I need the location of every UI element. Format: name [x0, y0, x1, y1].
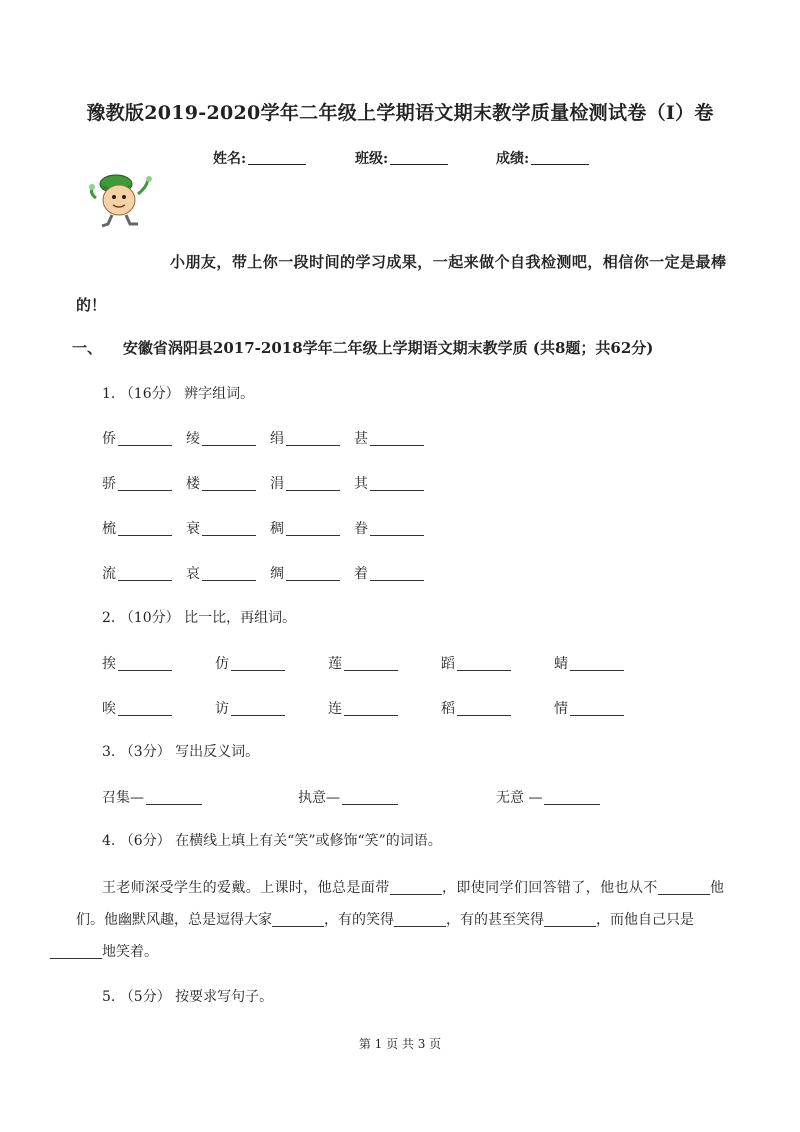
character: 楼: [186, 476, 200, 492]
score-blank[interactable]: [531, 150, 589, 165]
character: 绫: [186, 431, 200, 447]
word-pair-item: [270, 563, 340, 583]
answer-blank[interactable]: [202, 566, 256, 581]
word-pair-item: [270, 518, 340, 538]
character: 衰: [186, 521, 200, 537]
answer-blank[interactable]: [118, 656, 172, 671]
answer-blank[interactable]: [370, 476, 424, 491]
answer-blank[interactable]: [231, 656, 285, 671]
character: 访: [215, 701, 229, 717]
section-heading: [72, 337, 653, 358]
word-pair-item: [186, 428, 256, 448]
section-number: 一、: [72, 339, 103, 357]
answer-blank[interactable]: [118, 566, 172, 581]
character: 蹈: [441, 656, 455, 672]
word-pair-item: [270, 473, 340, 493]
word-pair-item: [354, 518, 424, 538]
character: 挨: [102, 656, 116, 672]
antonym-item-3: 无意 —: [496, 787, 600, 807]
compare-word-item: [215, 698, 285, 718]
compare-word-item: [554, 653, 624, 673]
character: 情: [554, 701, 568, 717]
compare-word-item: [102, 653, 172, 673]
answer-blank[interactable]: [118, 431, 172, 446]
answer-blank[interactable]: [457, 656, 511, 671]
answer-blank[interactable]: [370, 521, 424, 536]
answer-blank[interactable]: [202, 431, 256, 446]
question-2-heading: 2. （10分） 比一比，再组词。: [102, 610, 297, 626]
answer-blank[interactable]: [118, 701, 172, 716]
question-3-heading: 3. （3分） 写出反义词。: [102, 744, 260, 760]
character: 甚: [354, 431, 368, 447]
answer-blank[interactable]: [570, 656, 624, 671]
character: 流: [102, 566, 116, 582]
answer-blank[interactable]: [370, 431, 424, 446]
answer-blank[interactable]: [544, 912, 596, 927]
word-pair-item: [102, 563, 172, 583]
answer-blank[interactable]: [118, 521, 172, 536]
word-pair-item: [102, 473, 172, 493]
intro-paragraph: 小朋友，带上你一段时间的学习成果，一起来做个自我检测吧，相信你一定是最棒的！: [76, 253, 726, 314]
character: 绢: [270, 431, 284, 447]
word-pair-item: [354, 428, 424, 448]
word-pair-item: [354, 473, 424, 493]
word-pair-item: [102, 518, 172, 538]
answer-blank[interactable]: [286, 431, 340, 446]
answer-blank[interactable]: [286, 521, 340, 536]
word-pair-item: [102, 428, 172, 448]
answer-blank[interactable]: [570, 701, 624, 716]
character: 莲: [328, 656, 342, 672]
question-4-paragraph: 王老师深受学生的爱戴。上课时，他总是面带 ，即使同学们回答错了，他也从不 他们。他幽默风趣，总是逗得大家 ，有的笑得 ，有的甚至笑得 ，而他自己只是 地笑着。: [76, 872, 724, 968]
page-footer: 第 1 页 共 3 页: [358, 1037, 442, 1051]
word-pair-item: [270, 428, 340, 448]
answer-blank[interactable]: [146, 790, 202, 805]
character: 哀: [186, 566, 200, 582]
character: 连: [328, 701, 342, 717]
character: 其: [354, 476, 368, 492]
answer-blank[interactable]: [286, 476, 340, 491]
name-blank[interactable]: [248, 150, 306, 165]
answer-blank[interactable]: [390, 880, 442, 895]
answer-blank[interactable]: [658, 880, 710, 895]
character: 梳: [102, 521, 116, 537]
question-1-heading: 1. （16分） 辨字组词。: [102, 386, 255, 402]
character: 眷: [354, 521, 368, 537]
question-4-heading: 4. （6分） 在横线上填上有关“笑”或修饰“笑”的词语。: [102, 833, 442, 849]
character: 稠: [270, 521, 284, 537]
answer-blank[interactable]: [344, 701, 398, 716]
score-label: 成绩:: [496, 151, 530, 167]
answer-blank[interactable]: [544, 790, 600, 805]
antonym-item-2: 执意—: [298, 787, 398, 807]
compare-word-item: [554, 698, 624, 718]
word-pair-item: [186, 473, 256, 493]
answer-blank[interactable]: [286, 566, 340, 581]
compare-word-item: [328, 698, 398, 718]
answer-blank[interactable]: [50, 944, 102, 959]
compare-word-item: [102, 698, 172, 718]
word-pair-item: [186, 518, 256, 538]
question-5-heading: 5. （5分） 按要求写句子。: [102, 989, 274, 1005]
character: 骄: [102, 476, 116, 492]
answer-blank[interactable]: [272, 912, 324, 927]
compare-word-item: [328, 653, 398, 673]
answer-blank[interactable]: [457, 701, 511, 716]
character: 蜻: [554, 656, 568, 672]
score-field[interactable]: [496, 148, 589, 168]
compare-word-item: [215, 653, 285, 673]
character: 绸: [270, 566, 284, 582]
answer-blank[interactable]: [394, 912, 446, 927]
word-pair-item: [186, 563, 256, 583]
section-title: 安徽省涡阳县2017-2018学年二年级上学期语文期末教学质 (共8题；共62分): [122, 339, 654, 357]
answer-blank[interactable]: [342, 790, 398, 805]
answer-blank[interactable]: [370, 566, 424, 581]
compare-word-item: [441, 653, 511, 673]
character: 稻: [441, 701, 455, 717]
class-label: 班级:: [355, 151, 389, 167]
mascot-illustration: [86, 168, 158, 230]
character: 侨: [102, 431, 116, 447]
answer-blank[interactable]: [202, 521, 256, 536]
character: 涓: [270, 476, 284, 492]
character: 唉: [102, 701, 116, 717]
answer-blank[interactable]: [231, 701, 285, 716]
class-field[interactable]: [355, 148, 448, 168]
word-pair-item: [354, 563, 424, 583]
answer-blank[interactable]: [344, 656, 398, 671]
antonym-item-1: 召集—: [102, 787, 202, 807]
character: 仿: [215, 656, 229, 672]
compare-word-item: [441, 698, 511, 718]
page-title: 豫教版2019-2020学年二年级上学期语文期末教学质量检测试卷（I）卷: [86, 102, 714, 124]
answer-blank[interactable]: [118, 476, 172, 491]
character: 着: [354, 566, 368, 582]
answer-blank[interactable]: [202, 476, 256, 491]
name-field[interactable]: [213, 148, 306, 168]
name-label: 姓名:: [213, 151, 247, 167]
class-blank[interactable]: [390, 150, 448, 165]
